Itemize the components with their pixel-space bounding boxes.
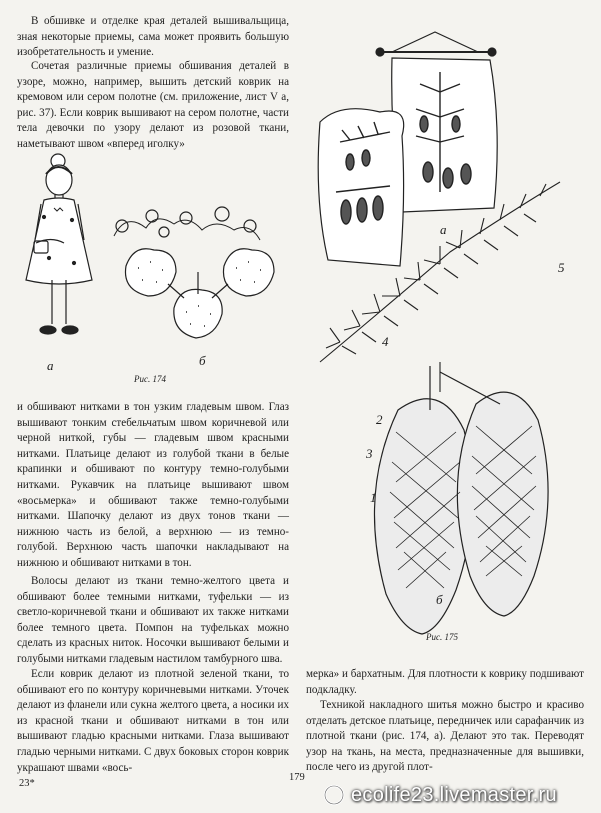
girl-figure	[26, 154, 92, 334]
fig-175-number-1: 1	[370, 490, 377, 505]
paragraph-green-rug: Если коврик делают из плотной зеленой ткани, то обшивают его по контуру коричневыми нитками. Уточек делают из фланели или сукна желтого цвета, а носики их из красной ткани и обшивают нитками в тон или вышивают гладью красными нитками. Глаза вышивают гладью черными нитками. С двух боковых сторон коврик украшают швами «вось-	[17, 668, 289, 774]
strawberry-pattern	[114, 207, 274, 338]
paragraph-rug-description: Сочетая различные приемы обшивания деталей в узоре, можно, например, вышить детский коврик на кремовом или сером полотне (см. приложение, лист V а, рис. 37). Если коврик вышивают на сером полотне, части тела девочки по узору делают из розовой ткани, наметывают швом «вперед иголку»	[17, 60, 289, 150]
fig-175-caption: Рис. 175	[426, 632, 458, 642]
signature-mark: 23*	[19, 778, 35, 789]
paragraph-rug-lining: мерка» и бархатным. Для плотности к коврику подшивают подкладку.	[306, 668, 584, 696]
fig-175-number-2: 2	[376, 412, 383, 427]
paragraph-girl-details: и обшивают нитками в тон узким гладевым швом. Глаз вышивают тонким стебельчатым швом коричневой или черной ниткой, губы — гладевым швом красными нитками. Платьице делают из голубой ткани в белые крапинки и обшивают по контуру темно-голубыми нитками. Рукавчик на платьице вышивают швом «восьмерка» и обшивают также темно-голубыми нитками. Шапочку делают из двух тонов ткани — нижнюю часть из белой, а верхнюю — из темно-голубой. Верхнюю часть шапочки накладывают на нижнюю и обшивают нитками в тон.	[17, 401, 289, 569]
watermark-logo-icon	[323, 784, 345, 806]
page-number: 179	[289, 772, 305, 783]
fig-174-illustration	[14, 148, 294, 388]
fig-174-label-b: б	[199, 353, 206, 368]
fig-175-number-4: 4	[382, 334, 389, 349]
figure-174	[14, 148, 294, 388]
watermark-text: ecolife23.livemaster.ru	[351, 784, 557, 806]
spruce-cones	[374, 366, 548, 634]
wall-hanging	[318, 32, 497, 266]
fig-175-number-5: 5	[558, 260, 565, 275]
fig-174-caption: Рис. 174	[134, 374, 166, 384]
fig-175-number-3: 3	[366, 446, 373, 461]
fig-175-illustration	[300, 22, 590, 650]
paragraph-applique: Техникой накладного шитья можно быстро и красиво отделать детское платьице, передничек или сарафанчик из плотной ткани (рис. 174, а). Делают это так. Переводят узор на ткань, на места, предназначенные для вышивки, после чего из другой плот-	[306, 699, 584, 774]
paragraph-intro: В обшивке и отделке края деталей вышивальщица, зная некоторые приемы, сама может проявить большую изобретательность и умение.	[17, 15, 289, 59]
fig-175-label-a: а	[440, 222, 447, 237]
figure-175	[300, 22, 590, 650]
fig-174-label-a: а	[47, 358, 54, 373]
fig-175-label-b: б	[436, 592, 443, 607]
paragraph-hair-shoes: Волосы делают из ткани темно-желтого цвета и обшивают более темными нитками, туфельки — из светло-коричневой ткани и обшивают их также нитками более темного цвета. Помпон на туфельках можно сделать из красных ниток. Носочки вышивают белыми и голубыми нитками гладевым настилом тамбурного шва.	[17, 575, 289, 665]
